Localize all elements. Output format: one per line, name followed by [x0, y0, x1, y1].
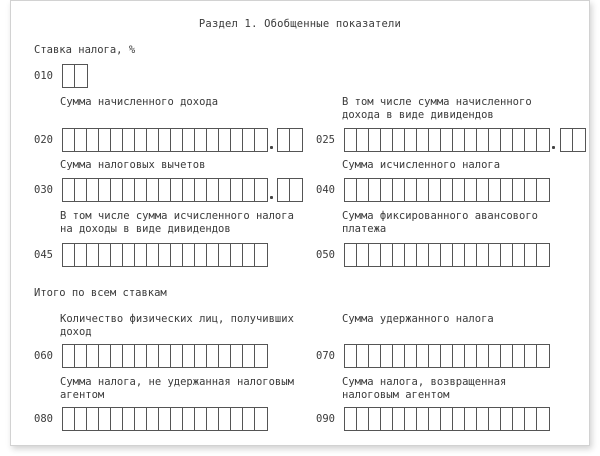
char-cell[interactable] [111, 408, 123, 430]
decimal-point [270, 146, 273, 149]
char-cell[interactable] [465, 179, 477, 201]
code-030: 030 [34, 184, 53, 196]
char-cell[interactable] [441, 345, 453, 367]
char-cell[interactable] [441, 408, 453, 430]
char-cell[interactable] [63, 345, 75, 367]
char-cell[interactable] [405, 179, 417, 201]
input-090[interactable] [344, 407, 550, 431]
char-cell[interactable] [489, 408, 501, 430]
input-010[interactable] [62, 64, 88, 88]
char-cell[interactable] [111, 179, 123, 201]
char-cell[interactable] [465, 129, 477, 151]
char-cell[interactable] [87, 129, 99, 151]
char-cell[interactable] [290, 179, 302, 201]
char-cell[interactable] [207, 179, 219, 201]
code-080: 080 [34, 413, 53, 425]
code-050: 050 [316, 249, 335, 261]
input-045[interactable] [62, 243, 268, 267]
char-cell[interactable] [513, 408, 525, 430]
char-cell[interactable] [135, 408, 147, 430]
char-cell[interactable] [207, 345, 219, 367]
char-cell[interactable] [537, 408, 549, 430]
char-cell[interactable] [477, 129, 489, 151]
char-cell[interactable] [99, 408, 111, 430]
char-cell[interactable] [489, 129, 501, 151]
char-cell[interactable] [147, 244, 159, 266]
char-cell[interactable] [429, 129, 441, 151]
char-cell[interactable] [525, 345, 537, 367]
char-cell[interactable] [393, 129, 405, 151]
char-cell[interactable] [453, 408, 465, 430]
char-cell[interactable] [111, 345, 123, 367]
char-cell[interactable] [357, 345, 369, 367]
char-cell[interactable] [75, 129, 87, 151]
char-cell[interactable] [255, 179, 267, 201]
char-cell[interactable] [489, 345, 501, 367]
char-cell[interactable] [501, 129, 513, 151]
char-cell[interactable] [183, 345, 195, 367]
char-cell[interactable] [207, 129, 219, 151]
input-040[interactable] [344, 178, 550, 202]
char-cell[interactable] [537, 244, 549, 266]
char-cell[interactable] [453, 129, 465, 151]
char-cell[interactable] [99, 179, 111, 201]
char-cell[interactable] [147, 129, 159, 151]
char-cell[interactable] [525, 129, 537, 151]
total-all-rates-label: Итого по всем ставкам [34, 287, 167, 299]
char-cell[interactable] [477, 345, 489, 367]
char-cell[interactable] [87, 408, 99, 430]
char-cell[interactable] [417, 179, 429, 201]
char-cell[interactable] [381, 179, 393, 201]
char-cell[interactable] [171, 345, 183, 367]
char-cell[interactable] [123, 244, 135, 266]
char-cell[interactable] [405, 129, 417, 151]
char-cell[interactable] [405, 244, 417, 266]
code-040: 040 [316, 184, 335, 196]
label-020: Сумма начисленного дохода [60, 96, 219, 108]
char-cell[interactable] [381, 129, 393, 151]
char-cell[interactable] [183, 408, 195, 430]
char-cell[interactable] [441, 179, 453, 201]
char-cell[interactable] [159, 129, 171, 151]
char-cell[interactable] [87, 179, 99, 201]
char-cell[interactable] [219, 345, 231, 367]
char-cell[interactable] [255, 345, 267, 367]
char-cell[interactable] [255, 408, 267, 430]
char-cell[interactable] [207, 244, 219, 266]
char-cell[interactable] [123, 408, 135, 430]
char-cell[interactable] [429, 179, 441, 201]
char-cell[interactable] [243, 345, 255, 367]
char-cell[interactable] [441, 244, 453, 266]
char-cell[interactable] [159, 244, 171, 266]
char-cell[interactable] [357, 244, 369, 266]
input-050[interactable] [344, 243, 550, 267]
char-cell[interactable] [243, 129, 255, 151]
char-cell[interactable] [537, 179, 549, 201]
char-cell[interactable] [159, 408, 171, 430]
char-cell[interactable] [417, 244, 429, 266]
char-cell[interactable] [513, 244, 525, 266]
char-cell[interactable] [369, 345, 381, 367]
char-cell[interactable] [195, 408, 207, 430]
char-cell[interactable] [87, 244, 99, 266]
char-cell[interactable] [63, 129, 75, 151]
code-020: 020 [34, 134, 53, 146]
char-cell[interactable] [465, 408, 477, 430]
char-cell[interactable] [135, 345, 147, 367]
char-cell[interactable] [381, 345, 393, 367]
char-cell[interactable] [417, 129, 429, 151]
char-cell[interactable] [393, 244, 405, 266]
char-cell[interactable] [405, 408, 417, 430]
input-020[interactable] [62, 128, 268, 152]
char-cell[interactable] [219, 179, 231, 201]
char-cell[interactable] [63, 179, 75, 201]
char-cell[interactable] [75, 244, 87, 266]
char-cell[interactable] [513, 345, 525, 367]
char-cell[interactable] [429, 345, 441, 367]
char-cell[interactable] [255, 244, 267, 266]
char-cell[interactable] [219, 244, 231, 266]
char-cell[interactable] [501, 345, 513, 367]
char-cell[interactable] [135, 179, 147, 201]
char-cell[interactable] [477, 179, 489, 201]
char-cell[interactable] [525, 179, 537, 201]
char-cell[interactable] [243, 408, 255, 430]
char-cell[interactable] [183, 244, 195, 266]
char-cell[interactable] [537, 345, 549, 367]
char-cell[interactable] [207, 408, 219, 430]
char-cell[interactable] [231, 129, 243, 151]
char-cell[interactable] [501, 408, 513, 430]
char-cell[interactable] [561, 129, 573, 151]
char-cell[interactable] [255, 129, 267, 151]
input-080[interactable] [62, 407, 268, 431]
char-cell[interactable] [501, 179, 513, 201]
char-cell[interactable] [123, 129, 135, 151]
char-cell[interactable] [573, 129, 585, 151]
char-cell[interactable] [87, 345, 99, 367]
char-cell[interactable] [195, 244, 207, 266]
char-cell[interactable] [159, 345, 171, 367]
char-cell[interactable] [453, 244, 465, 266]
char-cell[interactable] [75, 408, 87, 430]
char-cell[interactable] [147, 179, 159, 201]
char-cell[interactable] [453, 179, 465, 201]
char-cell[interactable] [75, 345, 87, 367]
char-cell[interactable] [393, 345, 405, 367]
char-cell[interactable] [135, 244, 147, 266]
label-070: Сумма удержанного налога [342, 313, 494, 325]
char-cell[interactable] [147, 408, 159, 430]
char-cell[interactable] [171, 408, 183, 430]
char-cell[interactable] [63, 65, 75, 87]
char-cell[interactable] [231, 345, 243, 367]
char-cell[interactable] [63, 408, 75, 430]
char-cell[interactable] [159, 179, 171, 201]
char-cell[interactable] [231, 179, 243, 201]
char-cell[interactable] [171, 179, 183, 201]
char-cell[interactable] [393, 408, 405, 430]
char-cell[interactable] [345, 408, 357, 430]
char-cell[interactable] [183, 129, 195, 151]
char-cell[interactable] [489, 244, 501, 266]
char-cell[interactable] [183, 179, 195, 201]
label-030: Сумма налоговых вычетов [60, 159, 206, 171]
char-cell[interactable] [501, 244, 513, 266]
input-070[interactable] [344, 344, 550, 368]
char-cell[interactable] [381, 408, 393, 430]
char-cell[interactable] [453, 345, 465, 367]
char-cell[interactable] [345, 129, 357, 151]
char-cell[interactable] [537, 129, 549, 151]
char-cell[interactable] [513, 129, 525, 151]
char-cell[interactable] [123, 179, 135, 201]
char-cell[interactable] [219, 129, 231, 151]
char-cell[interactable] [231, 244, 243, 266]
input-060[interactable] [62, 344, 268, 368]
code-060: 060 [34, 350, 53, 362]
char-cell[interactable] [357, 179, 369, 201]
input-025-fraction[interactable] [560, 128, 586, 152]
char-cell[interactable] [345, 179, 357, 201]
char-cell[interactable] [171, 244, 183, 266]
char-cell[interactable] [171, 129, 183, 151]
char-cell[interactable] [111, 129, 123, 151]
decimal-point [552, 146, 555, 149]
code-010: 010 [34, 70, 53, 82]
char-cell[interactable] [477, 244, 489, 266]
char-cell[interactable] [135, 129, 147, 151]
char-cell[interactable] [369, 129, 381, 151]
char-cell[interactable] [195, 129, 207, 151]
label-090: Сумма налога, возвращенная налоговым агентом [342, 376, 507, 401]
char-cell[interactable] [111, 244, 123, 266]
char-cell[interactable] [123, 345, 135, 367]
label-045: В том числе сумма исчисленного налога на доходы в виде дивидендов [60, 210, 294, 235]
char-cell[interactable] [75, 65, 87, 87]
char-cell[interactable] [345, 345, 357, 367]
char-cell[interactable] [369, 408, 381, 430]
char-cell[interactable] [278, 129, 290, 151]
char-cell[interactable] [381, 244, 393, 266]
char-cell[interactable] [357, 129, 369, 151]
char-cell[interactable] [477, 408, 489, 430]
char-cell[interactable] [417, 408, 429, 430]
char-cell[interactable] [231, 408, 243, 430]
input-030-fraction[interactable] [277, 178, 303, 202]
char-cell[interactable] [219, 408, 231, 430]
char-cell[interactable] [99, 345, 111, 367]
char-cell[interactable] [429, 408, 441, 430]
char-cell[interactable] [465, 345, 477, 367]
char-cell[interactable] [195, 179, 207, 201]
char-cell[interactable] [290, 129, 302, 151]
input-030[interactable] [62, 178, 268, 202]
code-045: 045 [34, 249, 53, 261]
char-cell[interactable] [417, 345, 429, 367]
input-025[interactable] [344, 128, 550, 152]
char-cell[interactable] [99, 129, 111, 151]
char-cell[interactable] [357, 408, 369, 430]
char-cell[interactable] [147, 345, 159, 367]
char-cell[interactable] [525, 408, 537, 430]
section-title: Раздел 1. Обобщенные показатели [198, 18, 402, 30]
decimal-point [270, 196, 273, 199]
char-cell[interactable] [243, 179, 255, 201]
char-cell[interactable] [195, 345, 207, 367]
char-cell[interactable] [405, 345, 417, 367]
char-cell[interactable] [345, 244, 357, 266]
char-cell[interactable] [369, 179, 381, 201]
label-080: Сумма налога, не удержанная налоговым агентом [60, 376, 294, 401]
label-050: Сумма фиксированного авансового платежа [342, 210, 538, 235]
char-cell[interactable] [489, 179, 501, 201]
char-cell[interactable] [75, 179, 87, 201]
char-cell[interactable] [63, 244, 75, 266]
char-cell[interactable] [243, 244, 255, 266]
char-cell[interactable] [465, 244, 477, 266]
label-025: В том числе сумма начисленного дохода в виде дивидендов [342, 96, 532, 121]
tax-rate-label: Ставка налога, % [34, 44, 136, 56]
char-cell[interactable] [429, 244, 441, 266]
char-cell[interactable] [278, 179, 290, 201]
char-cell[interactable] [99, 244, 111, 266]
label-040: Сумма исчисленного налога [342, 159, 501, 171]
char-cell[interactable] [513, 179, 525, 201]
char-cell[interactable] [441, 129, 453, 151]
code-070: 070 [316, 350, 335, 362]
char-cell[interactable] [369, 244, 381, 266]
char-cell[interactable] [393, 179, 405, 201]
char-cell[interactable] [525, 244, 537, 266]
code-025: 025 [316, 134, 335, 146]
code-090: 090 [316, 413, 335, 425]
label-060: Количество физических лиц, получивших доход [60, 313, 294, 338]
input-020-fraction[interactable] [277, 128, 303, 152]
